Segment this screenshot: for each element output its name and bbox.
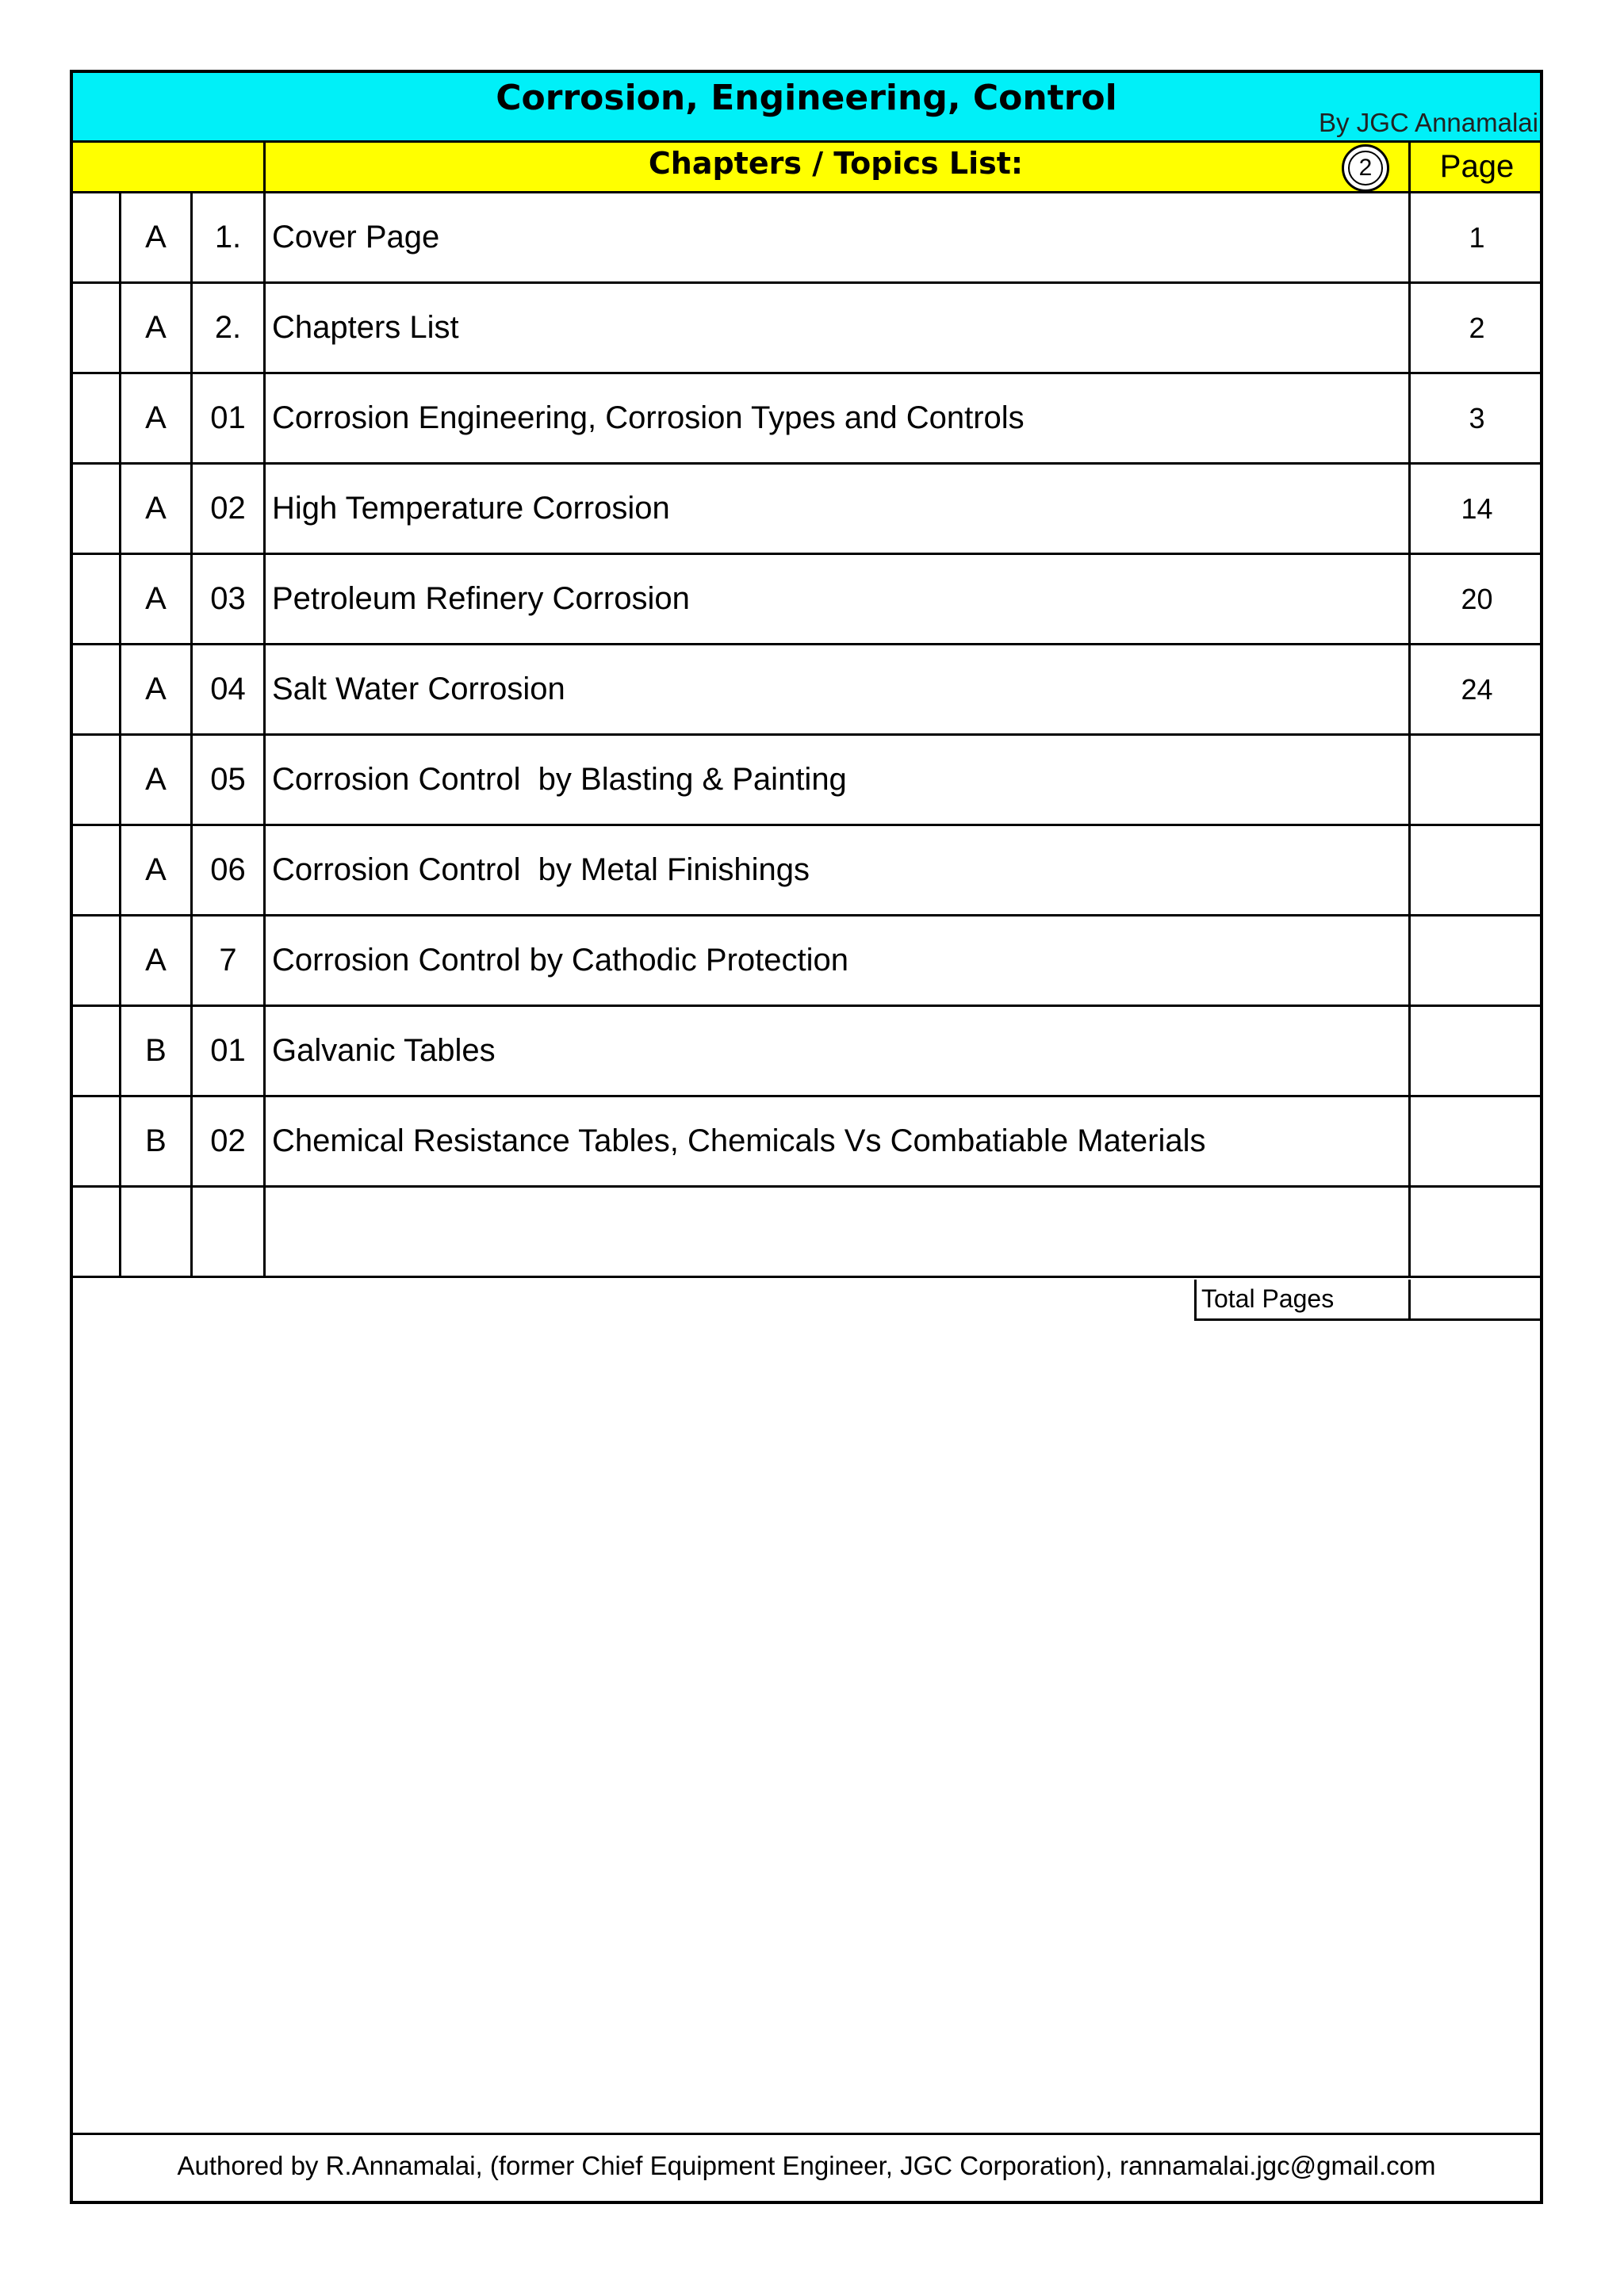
chapter-title-cell: Corrosion Control by Cathodic Protection — [263, 916, 1408, 1004]
part-cell: A — [119, 826, 190, 914]
row-blank-cell — [73, 645, 119, 733]
chapter-title-cell: Cover Page — [263, 193, 1408, 281]
table-row — [73, 1097, 1543, 1188]
author-credit: Authored by R.Annamalai, (former Chief Equipment Engineer, JGC Corporation), rannamalai.jgc@gmail.com — [177, 2151, 1436, 2180]
part-cell: A — [119, 645, 190, 733]
chapter-title-cell: Chapters List — [263, 284, 1408, 372]
chapter-number-cell: 02 — [190, 1097, 263, 1185]
row-blank-cell — [73, 736, 119, 824]
page-number-cell: 14 — [1408, 465, 1543, 553]
page-number-cell — [1408, 916, 1543, 1004]
part-cell: A — [119, 555, 190, 643]
page-number-cell: 24 — [1408, 645, 1543, 733]
part-cell: B — [119, 1007, 190, 1095]
chapter-title-cell: High Temperature Corrosion — [263, 465, 1408, 553]
chapter-title-cell: Salt Water Corrosion — [263, 645, 1408, 733]
table-row — [73, 736, 1543, 826]
part-cell: A — [119, 736, 190, 824]
chapter-title-cell — [263, 1188, 1408, 1276]
row-blank-cell — [73, 284, 119, 372]
row-blank-cell — [73, 1097, 119, 1185]
table-row — [73, 193, 1543, 284]
chapter-number-cell: 01 — [190, 1007, 263, 1095]
table-row — [73, 916, 1543, 1007]
page-number-cell — [1408, 1188, 1543, 1276]
table-row — [73, 1188, 1543, 1278]
row-blank-cell — [73, 465, 119, 553]
footer — [73, 2133, 1540, 2201]
chapter-number-cell: 1. — [190, 193, 263, 281]
table-row — [73, 645, 1543, 736]
row-blank-cell — [73, 374, 119, 462]
part-cell: B — [119, 1097, 190, 1185]
part-cell: A — [119, 193, 190, 281]
total-pages-label: Total Pages — [1194, 1280, 1408, 1318]
page-number: 2 — [1348, 151, 1383, 186]
page-number-cell: 20 — [1408, 555, 1543, 643]
chapter-number-cell: 2. — [190, 284, 263, 372]
part-cell: A — [119, 284, 190, 372]
chapters-header-title: Chapters / Topics List: — [648, 146, 1024, 181]
row-blank-cell — [73, 826, 119, 914]
page-number-cell: 3 — [1408, 374, 1543, 462]
table-row — [73, 284, 1543, 374]
page-number-cell — [1408, 826, 1543, 914]
page-column-header: Page — [1439, 149, 1515, 184]
table-row — [73, 826, 1543, 916]
page-number-badge — [1342, 144, 1389, 192]
total-pages-row — [1194, 1280, 1543, 1321]
page-number-cell — [1408, 1007, 1543, 1095]
page-number-cell: 2 — [1408, 284, 1543, 372]
chapter-number-cell: 01 — [190, 374, 263, 462]
page-number-cell — [1408, 736, 1543, 824]
row-blank-cell — [73, 1188, 119, 1276]
row-blank-cell — [73, 555, 119, 643]
chapter-title-cell: Petroleum Refinery Corrosion — [263, 555, 1408, 643]
chapter-title-cell: Galvanic Tables — [263, 1007, 1408, 1095]
chapter-title-cell: Corrosion Control by Metal Finishings — [263, 826, 1408, 914]
chapter-number-cell: 04 — [190, 645, 263, 733]
total-pages-value — [1408, 1280, 1543, 1318]
table-row — [73, 374, 1543, 465]
row-blank-cell — [73, 1007, 119, 1095]
document-title: Corrosion, Engineering, Control — [496, 78, 1117, 118]
row-blank-cell — [73, 916, 119, 1004]
chapter-title-cell: Corrosion Engineering, Corrosion Types and Controls — [263, 374, 1408, 462]
part-cell: A — [119, 374, 190, 462]
part-cell — [119, 1188, 190, 1276]
chapter-number-cell: 7 — [190, 916, 263, 1004]
page-number-cell: 1 — [1408, 193, 1543, 281]
chapters-table — [73, 193, 1543, 1278]
table-row — [73, 465, 1543, 555]
part-cell: A — [119, 465, 190, 553]
chapter-number-cell — [190, 1188, 263, 1276]
document-frame — [70, 70, 1543, 2204]
row-blank-cell — [73, 193, 119, 281]
byline: By JGC Annamalai — [1319, 108, 1538, 137]
page-number-cell — [1408, 1097, 1543, 1185]
chapter-title-cell: Chemical Resistance Tables, Chemicals Vs Combatiable Materials — [263, 1097, 1408, 1185]
table-row — [73, 555, 1543, 645]
chapter-number-cell: 05 — [190, 736, 263, 824]
table-row — [73, 1007, 1543, 1097]
chapters-header — [73, 143, 1540, 193]
title-bar — [73, 73, 1540, 143]
part-cell: A — [119, 916, 190, 1004]
chapter-number-cell: 02 — [190, 465, 263, 553]
chapter-title-cell: Corrosion Control by Blasting & Painting — [263, 736, 1408, 824]
chapter-number-cell: 06 — [190, 826, 263, 914]
chapter-number-cell: 03 — [190, 555, 263, 643]
